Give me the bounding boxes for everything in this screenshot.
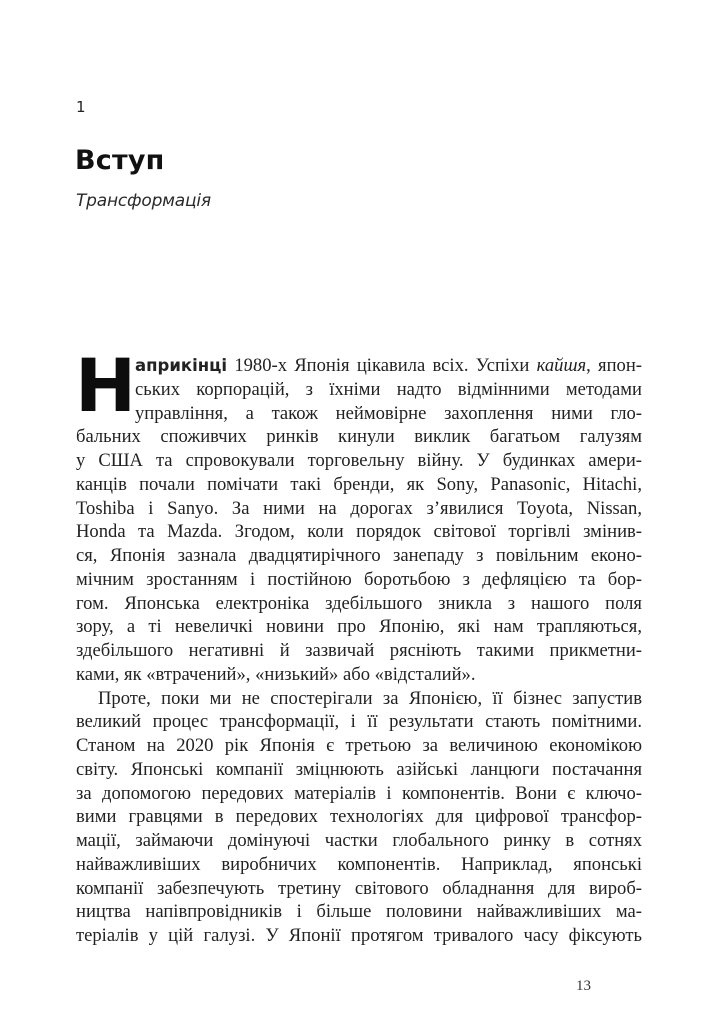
text-line: Honda та Mazda. Згодом, коли порядок світової торгівлі змінив- — [76, 521, 642, 543]
text-line: ками, як «втрачений», «низький» або «відсталий». — [76, 663, 476, 685]
text-line: Станом на 2020 рік Японія є третьою за величиною економікою — [76, 735, 642, 756]
text-line: великий процес трансформації, і її результати стають помітними. — [76, 711, 642, 733]
paragraph-1 — [75, 344, 642, 687]
text-line: вими гравцями в передових технологіях для цифрової трансфор- — [76, 806, 642, 828]
chapter-subtitle: Трансформація — [76, 191, 211, 211]
text-line: канців почали помічати такі бренди, як Sony, Panasonic, Hitachi, — [76, 473, 642, 495]
text-line: найважливіших виробничих компонентів. Наприклад, японські — [76, 853, 642, 875]
text-line: априкінці 1980-х Японія цікавила всіх. Успіхи кайшя, япон- — [135, 355, 642, 376]
text-line: мічним зростанням і постійною боротьбою з дефляцією та бор- — [76, 568, 642, 590]
chapter-title: Вступ — [75, 145, 165, 176]
text-line: компанії забезпечують третину світового обладнання для вироб- — [76, 877, 642, 899]
text-line: ських корпорацій, з їхніми надто відмінними методами — [135, 378, 642, 400]
text-line: ся, Японія зазнала двадцятирічного занепаду з повільним еконо- — [76, 545, 642, 566]
text-line: ництва напівпровідників і більше половини найважливіших ма- — [76, 901, 642, 923]
chapter-number: 1 — [76, 98, 86, 116]
text-line: бальних споживчих ринків кинули виклик багатьом галузям — [76, 426, 642, 448]
text-line: гом. Японська електроніка здебільшого зникла з нашого поля — [76, 592, 642, 614]
text-line: мації, займаючи домінуючі частки глобального ринку в сотнях — [76, 830, 642, 851]
text-line: Toshiba і Sanyo. За ними на дорогах з’явилися Toyota, Nissan, — [76, 497, 642, 519]
drop-cap: Н — [75, 344, 137, 429]
text-line: Проте, поки ми не спостерігали за Японією, її бізнес запустив — [98, 687, 642, 709]
text-line: у США та спровокували торговельну війну. У будинках амери- — [76, 450, 642, 471]
paragraph-2 — [76, 687, 642, 948]
text-line: світу. Японські компанії зміцнюють азійські ланцюги постачання — [76, 758, 642, 780]
text-line: зору, а ті невеличкі новини про Японію, які нам трапляються, — [76, 616, 642, 638]
text-line: теріалів у цій галузі. У Японії протягом тривалого часу фіксують — [76, 925, 642, 946]
text-line: за допомогою передових матеріалів і компонентів. Вони є ключо- — [76, 782, 642, 804]
lead-bold-word: априкінці — [135, 356, 228, 375]
italic-term: кайшя — [536, 355, 587, 376]
page-number: 13 — [576, 978, 591, 994]
text-line: управління, а також неймовірне захоплення ними гло- — [135, 402, 642, 424]
body-text — [75, 344, 642, 948]
text-line: здебільшого негативні й зазвичай рясніють такими прикметни- — [76, 640, 642, 661]
